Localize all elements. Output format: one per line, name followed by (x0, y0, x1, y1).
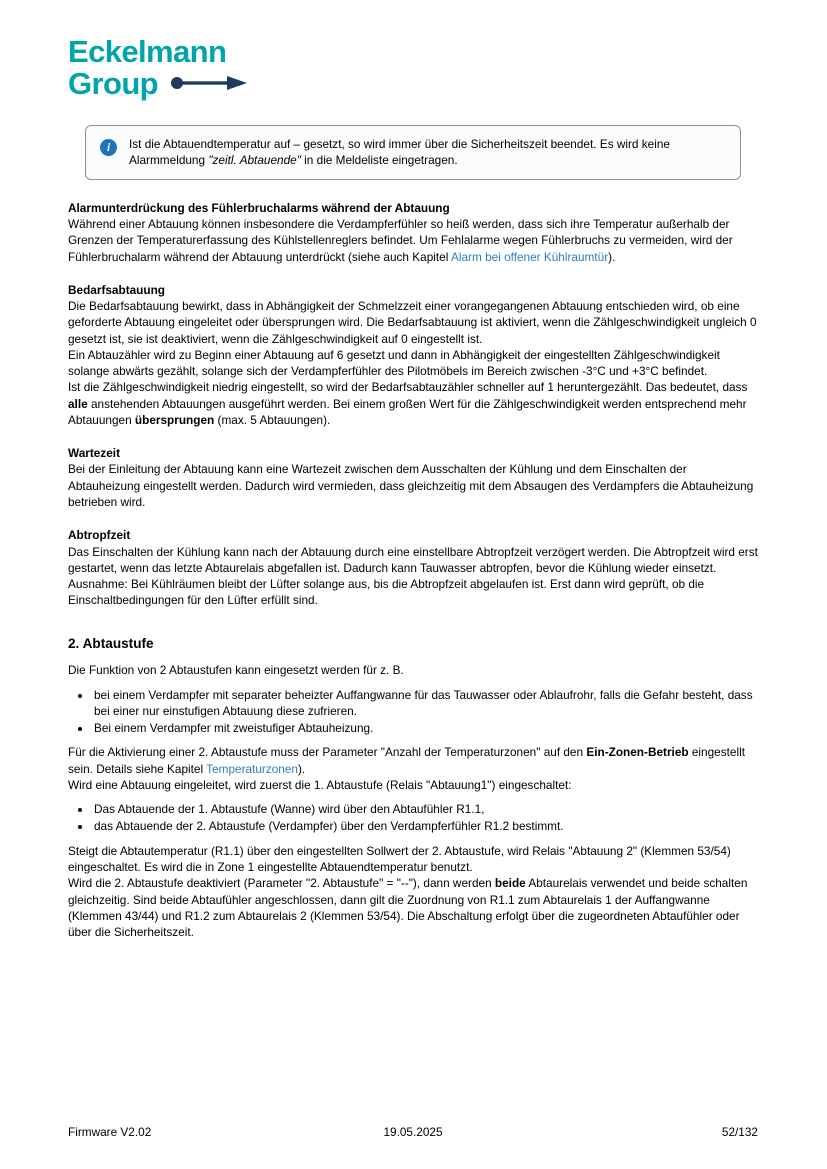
chapter-link[interactable]: Temperaturzonen (206, 761, 298, 776)
list-item (92, 720, 758, 736)
text-segment: Abtaurelais verwendet und beide schalten gleichzeitig. Sind beide Abtaufühler angeschlossen, dann gilt die Zuordnung von R1.1 zum Abtaurelais 1 der Auffangwanne (Klemmen 43/44) und R1.2 zum Abtaurelais 2 (Klemmen 53/54). Die Abschaltung erfolgt über die zugeordneten Abtaufühler oder über die Sicherheitszeit. (68, 876, 748, 940)
logo-arrow-icon (170, 75, 248, 91)
text-segment: bei einem Verdampfer mit separater beheizter Auffangwanne für das Tauwasser oder Ablaufrohr, falls die Gefahr besteht, dass bei einer nur einstufigen Abtauung diese zufrieren. (94, 687, 753, 718)
paragraph (68, 347, 758, 380)
text-segment: Das Abtauende der 1. Abtaustufe (Wanne) wird über den Abtaufühler R1.1, (94, 802, 485, 817)
section (68, 527, 758, 608)
text-segment: Wird eine Abtauung eingeleitet, wird zuerst die 1. Abtaustufe (Relais "Abtauung1") eingeschaltet: (68, 777, 572, 792)
chapter-link[interactable]: Alarm bei offener Kühlraumtür (450, 249, 609, 264)
text-segment: Bei einem Verdampfer mit zweistufiger Abtauheizung. (94, 721, 374, 736)
list-item (92, 687, 758, 720)
text-segment: ). (608, 249, 616, 264)
text-segment: Das Einschalten der Kühlung kann nach der Abtauung durch eine einstellbare Abtropfzeit verzögert werden. Die Abtropfzeit wird erst gestartet, wenn das letzte Abtaurelais abgefallen ist. Dadurch kann Tauwasser abtropfen, bevor die Kühlung wieder einsetzt. (68, 544, 758, 575)
section (68, 445, 758, 510)
list-item (92, 801, 758, 817)
paragraph (68, 777, 758, 793)
paragraph (68, 461, 758, 510)
section (68, 200, 758, 265)
bullet-list (68, 801, 758, 835)
footer-firmware: Firmware V2.02 (68, 1124, 152, 1139)
text-segment: ). (297, 761, 306, 776)
section-heading: Alarmunterdrückung des Fühlerbruchalarms während der Abtauung (68, 200, 450, 215)
bullet-list (68, 687, 758, 737)
text-segment: das Abtauende der 2. Abtaustufe (Verdampfer) über den Verdampferfühler R1.2 bestimmt. (94, 819, 564, 834)
text-segment: Ein Abtauzähler wird zu Beginn einer Abtauung auf 6 gesetzt und dann in Abhängigkeit der eingestellten Zählgeschwindigkeit solange abwärts gezählt, solange sich der Verdampferfühler des Pilotmöbels im Bereich zwischen -3°C und +3°C befindet. (68, 347, 720, 379)
text-segment: Die Bedarfsabtauung bewirkt, dass in Abhängigkeit der Schmelzzeit einer vorangegangenen Abtauung entschieden wird, ob eine geforderte Abtauung eingeleitet oder übersprungen wird. Die Bedarfsabtauung ist aktiviert, wenn die Zählgeschwindigkeit ungleich 0 gesetzt ist, sie ist deaktiviert, wenn die Zählgeschwindigkeit auf 0 eingestellt ist. (68, 299, 757, 346)
text-segment: Für die Aktivierung einer 2. Abtaustufe muss der Parameter "Anzahl der Temperaturzonen" auf den (68, 745, 587, 760)
paragraph (68, 576, 758, 609)
content (68, 200, 758, 941)
paragraph (68, 875, 758, 940)
text-segment: anstehenden Abtauungen ausgeführt werden. Bei einem großen Wert für die Zählgeschwindigkeit werden entsprechend mehr Abtauungen (68, 396, 747, 427)
text-segment: (max. 5 Abtauungen). (214, 412, 331, 427)
text-segment: Während einer Abtauung können insbesondere die Verdampferfühler so heiß werden, dass sich ihre Temperatur außerhalb der Grenzen der Temperaturerfassung des Kühlstellenreglers befindet. Um Fehlalarme wegen Fühlerbruchs zu vermeiden, wird der Fühlerbruchalarm während der Abtauung unterdrückt (siehe auch Kapitel (68, 217, 733, 264)
paragraph (68, 379, 758, 428)
section-heading: 2. Abtaustufe (68, 635, 154, 651)
paragraph (68, 744, 758, 777)
info-box (85, 125, 741, 180)
logo (68, 36, 758, 99)
section (68, 282, 758, 428)
info-text (129, 136, 726, 169)
logo-line1: Eckelmann (68, 34, 227, 69)
info-icon: i (100, 139, 117, 156)
section (68, 635, 758, 941)
footer (68, 1124, 758, 1140)
paragraph (68, 544, 758, 577)
text-segment: Die Funktion von 2 Abtaustufen kann eingesetzt werden für z. B. (68, 663, 404, 678)
section-heading: Bedarfsabtauung (68, 282, 166, 297)
text-segment: Ausnahme: Bei Kühlräumen bleibt der Lüfter solange aus, bis die Abtropfzeit abgelaufen ist. Erst dann wird geprüft, ob die Einschaltbedingungen für den Lüfter erfüllt sind. (68, 577, 705, 608)
text-segment: Ist die Abtauendtemperatur auf – gesetzt, so wird immer über die Sicherheitszeit beendet. Es wird keine Alarmmeldung (129, 137, 670, 168)
text-segment: eingestellt sein. Details siehe Kapitel (68, 745, 745, 776)
text-segment: in die Meldeliste eingetragen. (300, 153, 458, 168)
text-segment: beide (494, 876, 526, 891)
text-segment: Steigt die Abtautemperatur (R1.1) über den eingestellten Sollwert der 2. Abtaustufe, wird Relais "Abtauung 2" (Klemmen 53/54) eingeschaltet. Es wird die in Zone 1 eingestellte Abtauendtemperatur benutzt. (68, 843, 731, 874)
text-segment: Bei der Einleitung der Abtauung kann eine Wartezeit zwischen dem Ausschalten der Kühlung und dem Einschalten der Abtauheizung eingestellt werden. Dadurch wird vermieden, dass gleichzeitig mit dem Absaugen des Verdampfers die Abtauheizung betrieben wird. (68, 462, 754, 509)
paragraph (68, 216, 758, 265)
section-heading: Wartezeit (68, 446, 121, 461)
text-segment: Ist die Zählgeschwindigkeit niedrig eingestellt, so wird der Bedarfsabtauzähler schneller auf 1 heruntergezählt. Das bedeutet, dass (68, 380, 748, 395)
paragraph (68, 662, 758, 678)
text-segment: alle (68, 396, 88, 411)
text-segment: Wird die 2. Abtaustufe deaktiviert (Parameter "2. Abtaustufe" = "--"), dann werden (68, 876, 495, 891)
text-segment: übersprungen (134, 412, 215, 427)
footer-page-number: 52/132 (721, 1124, 758, 1139)
paragraph (68, 843, 758, 876)
text-segment: Ein-Zonen-Betrieb (586, 745, 689, 760)
section-heading: Abtropfzeit (68, 528, 131, 543)
paragraph (68, 298, 758, 347)
list-item (92, 818, 758, 834)
text-segment: "zeitl. Abtauende" (208, 153, 301, 168)
logo-line2: Group (68, 65, 158, 101)
footer-date: 19.05.2025 (383, 1124, 443, 1139)
